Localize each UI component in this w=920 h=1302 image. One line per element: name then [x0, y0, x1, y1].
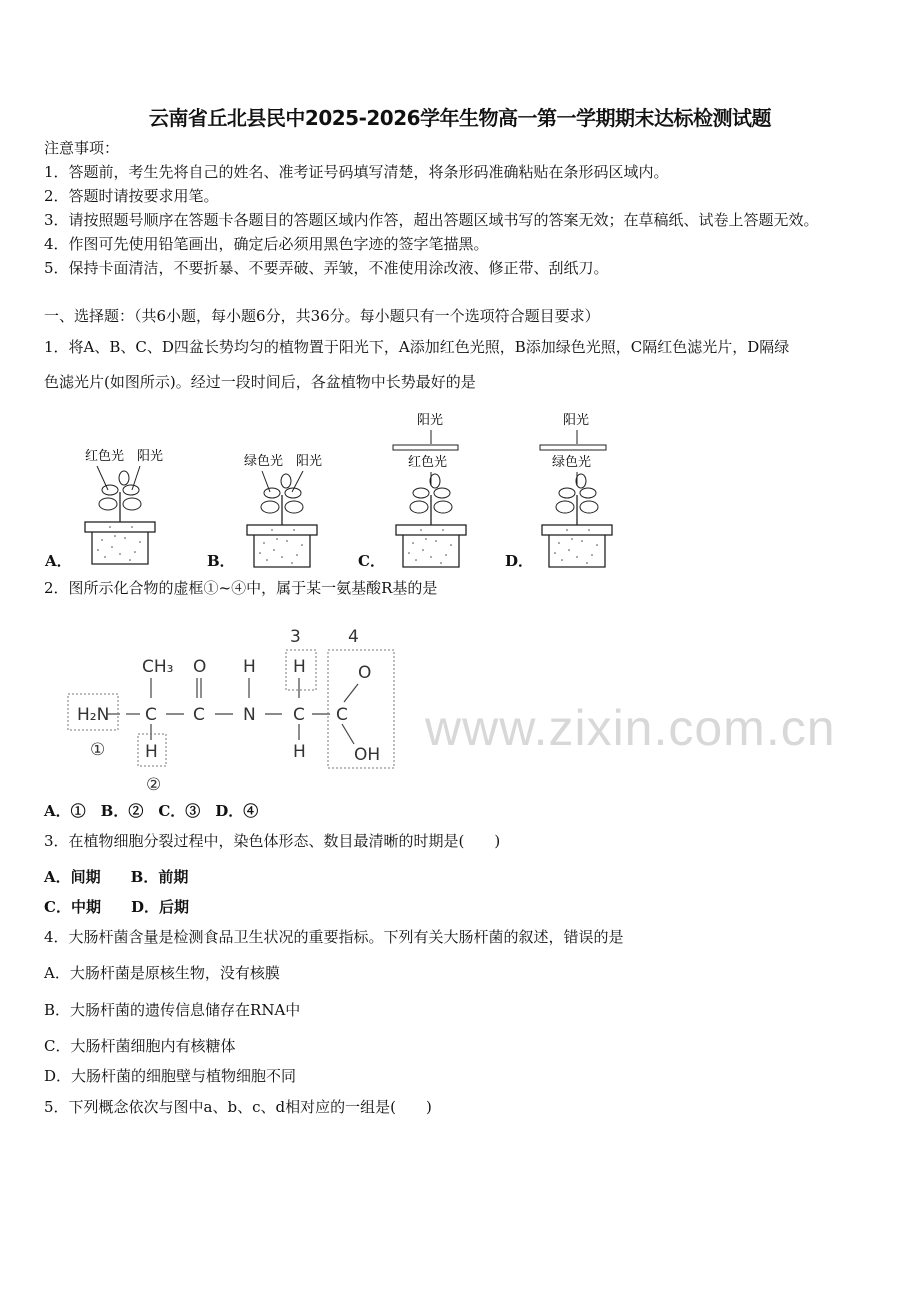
plant-light-figure	[40, 400, 640, 575]
oxygen: O	[193, 657, 207, 677]
option-d-label: D．	[505, 552, 534, 570]
question-3-options-row1: A．间期 B．前期	[44, 868, 189, 886]
hydrogen: H	[145, 742, 158, 762]
label-green-light: 绿色光	[552, 455, 592, 470]
hydroxyl: OH	[354, 745, 381, 765]
oxygen: O	[358, 663, 372, 683]
note-item: 3．请按照题号顺序在答题卡各题目的答题区域内作答，超出答题区域书写的答案无效；在草稿纸、试卷上答题无效。	[44, 211, 819, 229]
watermark: www.zixin.com.cn	[425, 700, 836, 756]
hydrogen: H	[293, 742, 306, 762]
label-green-light: 绿色光	[244, 454, 284, 469]
carbon: C	[193, 705, 205, 725]
question-1-stem: 1．将A、B、C、D四盆长势均匀的植物置于阳光下，A添加红色光照，B添加绿色光照，C隔红色滤光片，D隔绿	[44, 338, 790, 356]
question-4-option-a: A．大肠杆菌是原核生物，没有核膜	[44, 964, 280, 982]
green-filter	[540, 445, 606, 450]
note-item: 1．答题前，考生先将自己的姓名、准考证号码填写清楚，将条形码准确粘贴在条形码区域内。	[44, 163, 669, 181]
carbon: C	[145, 705, 157, 725]
question-4-stem: 4．大肠杆菌含量是检测食品卫生状况的重要指标。下列有关大肠杆菌的叙述，错误的是	[44, 928, 624, 946]
note-item: 5．保持卡面清洁，不要折暴、不要弄破、弄皱，不准使用涂改液、修正带、刮纸刀。	[44, 259, 609, 277]
label-sunlight: 阳光	[137, 449, 164, 464]
label-sunlight: 阳光	[296, 454, 323, 469]
label-red-light: 红色光	[85, 449, 125, 464]
option-b-label: B．	[207, 552, 235, 570]
note-item: 4．作图可先使用铅笔画出，确定后必须用黑色字迹的签字笔描黑。	[44, 235, 489, 253]
question-3-stem: 3．在植物细胞分裂过程中，染色体形态、数目最清晰的时期是( )	[44, 832, 501, 850]
option-a-label: A．	[45, 552, 72, 570]
section-heading: 一、选择题：（共6小题，每小题6分，共36分。每小题只有一个选项符合题目要求）	[44, 307, 600, 325]
notes-heading: 注意事项：	[44, 139, 120, 157]
note-item: 2．答题时请按要求用笔。	[44, 187, 219, 205]
question-2-stem: 2．图所示化合物的虚框①~④中，属于某一氨基酸R基的是	[44, 579, 438, 597]
question-3-options-row2: C．中期 D．后期	[44, 898, 189, 916]
compound-structure-figure	[60, 620, 410, 800]
amino-group: H₂N	[77, 705, 110, 725]
box-1-label: ①	[90, 740, 106, 760]
box-4-label: 4	[348, 627, 359, 647]
question-4-option-c: C．大肠杆菌细胞内有核糖体	[44, 1037, 236, 1055]
question-1-stem-cont: 色滤光片(如图所示)。经过一段时间后，各盆植物中长势最好的是	[44, 373, 476, 391]
hydrogen: H	[243, 657, 256, 677]
question-5-stem: 5．下列概念依次与图中a、b、c、d相对应的一组是( )	[44, 1098, 432, 1116]
hydrogen: H	[293, 657, 306, 677]
red-filter	[393, 445, 458, 450]
box-3-label: 3	[290, 627, 301, 647]
box-2-label: ②	[146, 775, 162, 795]
nitrogen: N	[243, 705, 256, 725]
question-2-options: A．① B．② C．③ D．④	[44, 802, 259, 820]
page-title: 云南省丘北县民中2025-2026学年生物高一第一学期期末达标检测试题	[148, 106, 772, 130]
ch3-group: CH₃	[142, 657, 174, 677]
label-red-light: 红色光	[408, 455, 448, 470]
label-sunlight: 阳光	[563, 413, 590, 428]
carbon: C	[293, 705, 305, 725]
option-c-label: C．	[358, 552, 385, 570]
question-4-option-b: B．大肠杆菌的遗传信息储存在RNA中	[44, 1001, 301, 1019]
carbon: C	[336, 705, 348, 725]
label-sunlight: 阳光	[417, 413, 444, 428]
question-4-option-d: D．大肠杆菌的细胞壁与植物细胞不同	[44, 1067, 297, 1085]
